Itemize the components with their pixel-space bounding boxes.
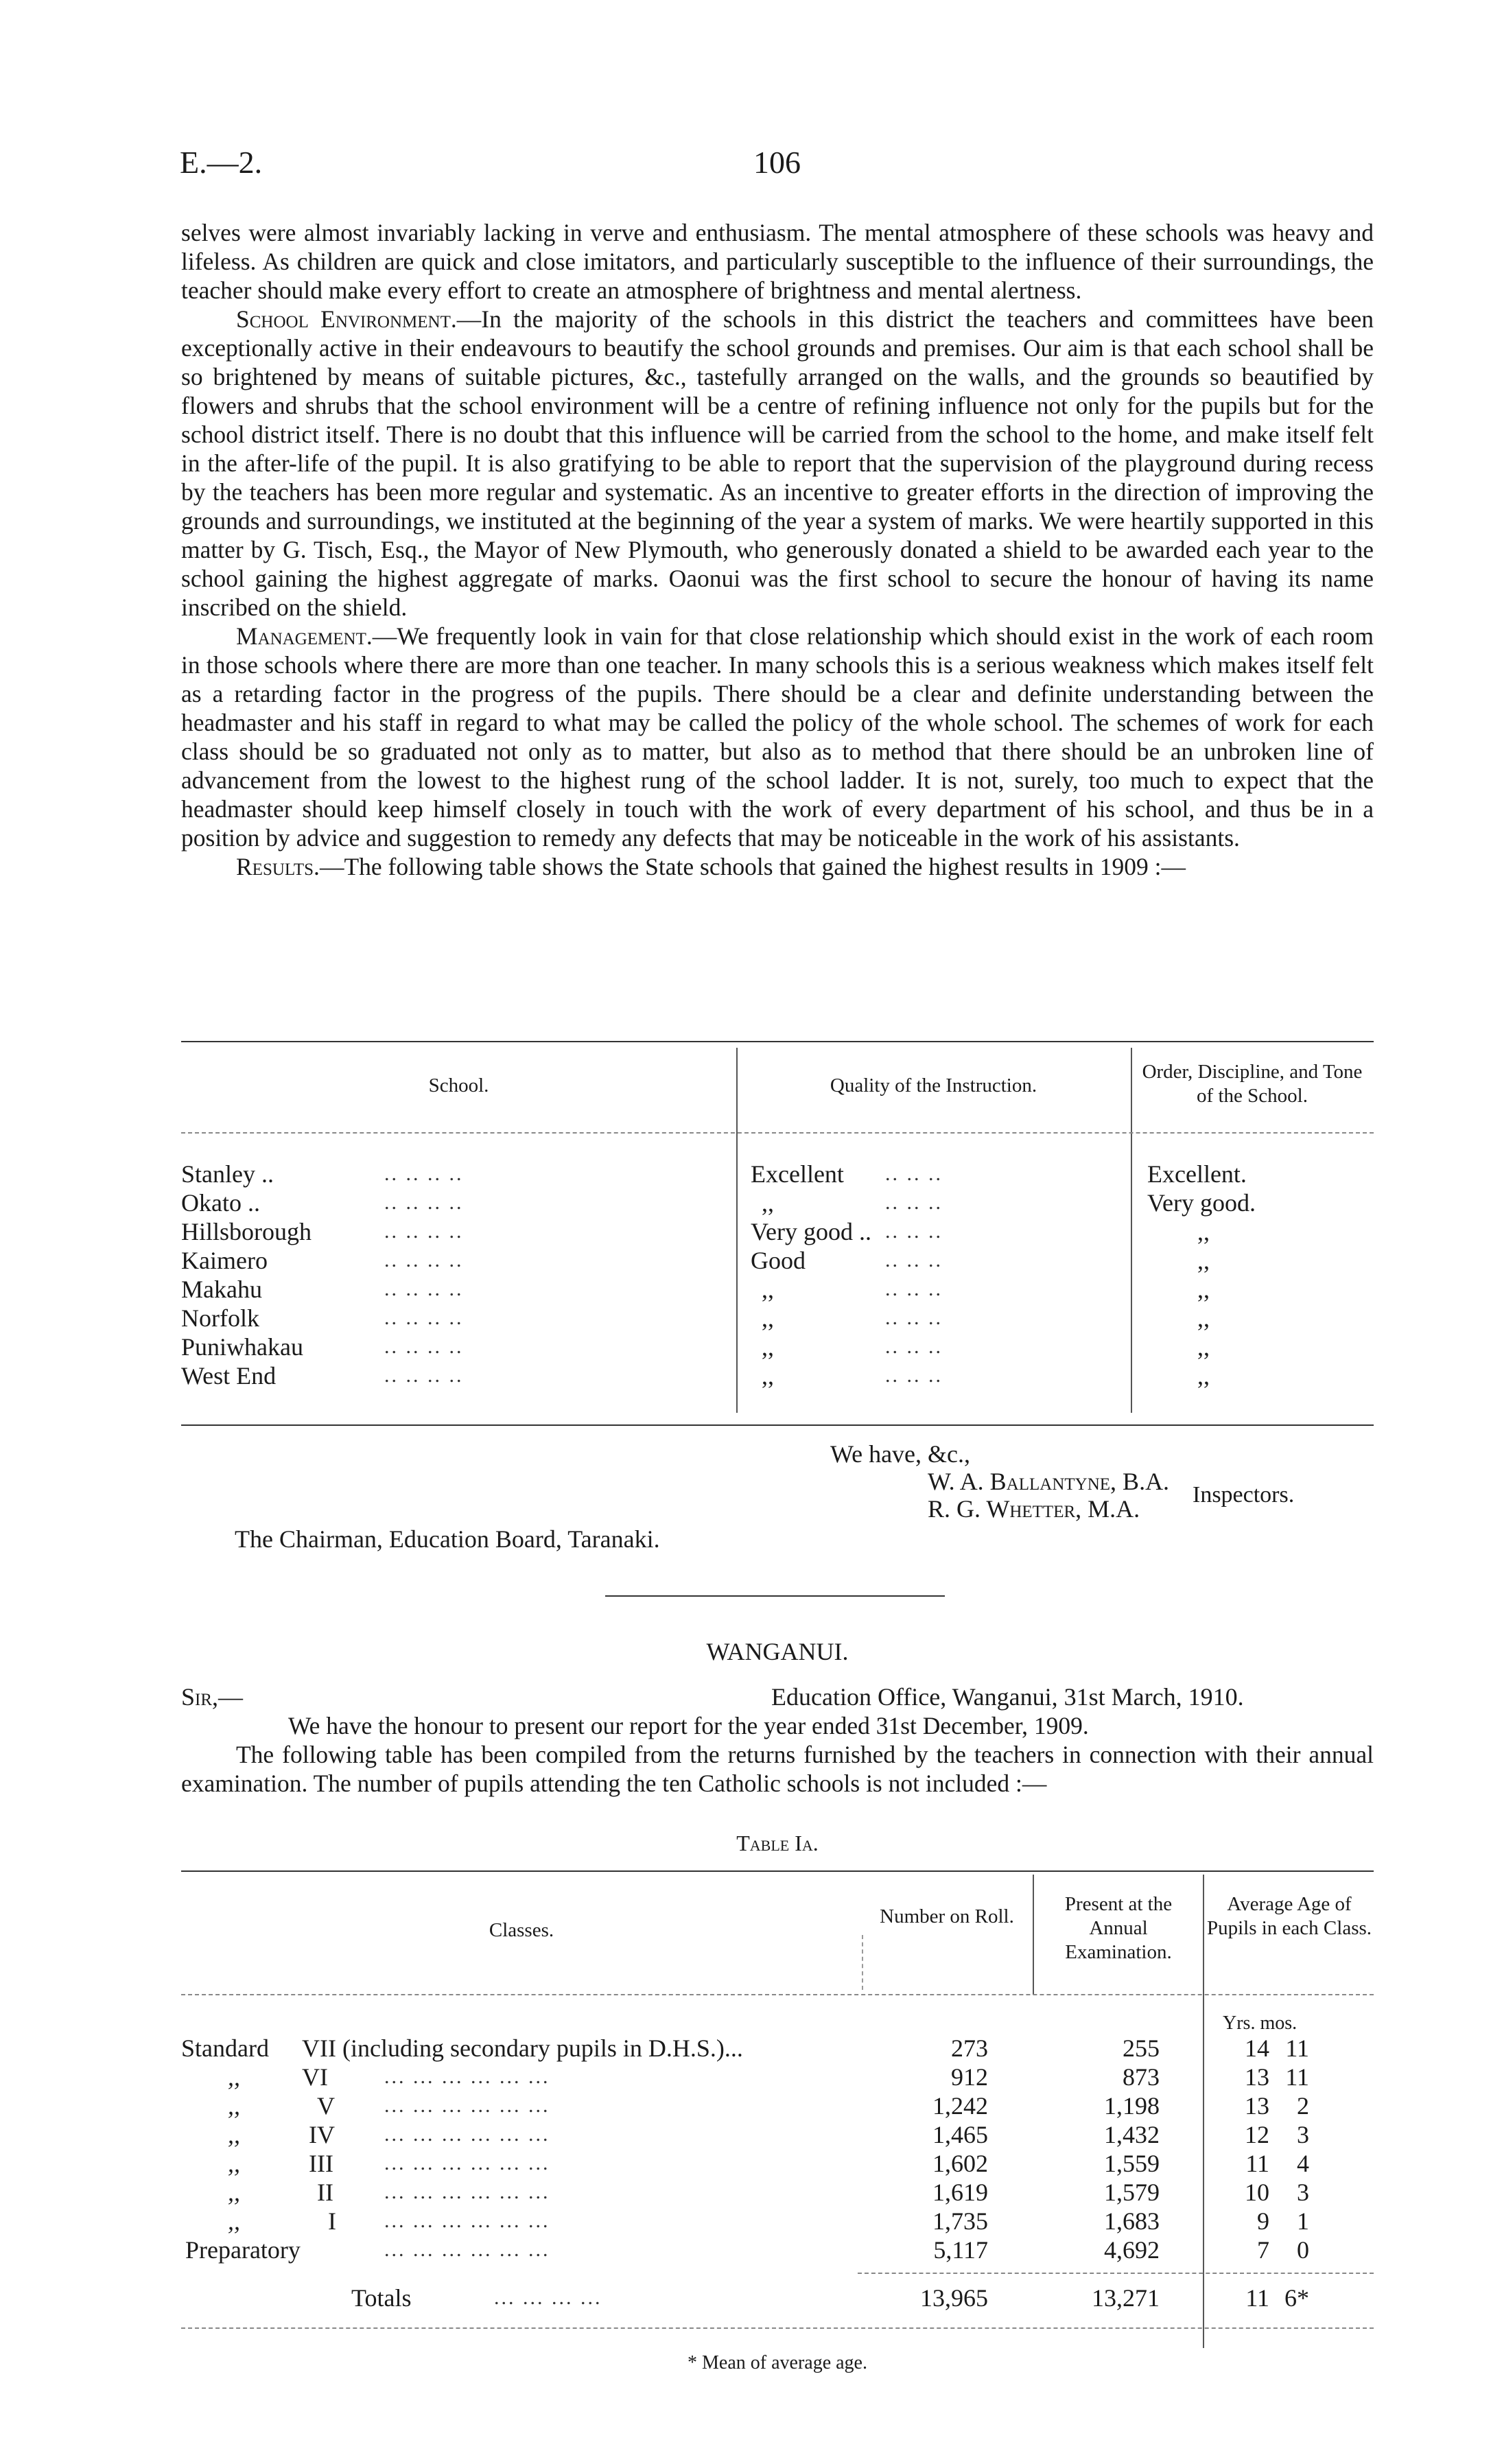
- class-label: VI: [302, 2063, 328, 2091]
- leader-dots: .. .. ..: [885, 1191, 943, 1214]
- class-label: III: [309, 2150, 333, 2177]
- totals-roll: 13,965: [920, 2284, 988, 2312]
- age-months: 1: [1297, 2207, 1309, 2235]
- school-name: Norfolk: [181, 1304, 259, 1332]
- totals-present: 13,271: [1092, 2284, 1160, 2312]
- leader-dots: .. .. .. ..: [384, 1364, 464, 1387]
- order-value: ,,: [1197, 1333, 1210, 1361]
- class-label: I: [328, 2207, 336, 2235]
- header-roll: Number on Roll.: [880, 1905, 1014, 1927]
- taranaki-report-body: [181, 218, 1374, 881]
- header-present: Present at the Annual Examination.: [1064, 1893, 1173, 1963]
- results-text: —The following table shows the State schools that gained the highest results in 1909 :—: [319, 853, 1186, 880]
- table-top-rule: [181, 1870, 1374, 1872]
- leader-dots: ... ... ... ... ... ...: [384, 2238, 550, 2261]
- present-value: 1,432: [1104, 2121, 1160, 2148]
- table-bottom-rule: [181, 1424, 1374, 1426]
- present-value: 1,683: [1104, 2207, 1160, 2235]
- leader-dots: .. .. .. ..: [384, 1278, 464, 1300]
- class-prefix: Standard: [181, 2034, 269, 2062]
- order-value: ,,: [1197, 1362, 1210, 1389]
- present-value: 255: [1123, 2034, 1160, 2062]
- results-heading: Results.: [236, 853, 320, 880]
- header-rule: [181, 1132, 1374, 1134]
- age-years: 12: [1245, 2121, 1269, 2148]
- intro-paragraph: We have the honour to present our report for the year ended 31st December, 1909.: [288, 1712, 1089, 1739]
- leader-dots: .. .. ..: [885, 1278, 943, 1300]
- order-value: ,,: [1197, 1218, 1210, 1245]
- roll-value: 912: [951, 2063, 988, 2091]
- age-years: 13: [1245, 2092, 1269, 2120]
- signatory-role: Inspectors.: [1193, 1482, 1295, 1507]
- leader-dots: ... ... ... ... ... ...: [384, 2065, 550, 2088]
- signatory-ballantyne: W. A. Ballantyne, B.A.: [928, 1468, 1170, 1495]
- column-divider: [1033, 1875, 1034, 1995]
- school-name: Okato ..: [181, 1189, 260, 1217]
- column-divider: [862, 1935, 863, 1990]
- order-value: ,,: [1197, 1247, 1210, 1274]
- leader-dots: .. .. ..: [885, 1306, 943, 1329]
- age-months: 4: [1297, 2150, 1309, 2177]
- wanganui-intro: [181, 1711, 1374, 1798]
- roll-value: 1,465: [932, 2121, 988, 2148]
- leader-dots: ... ... ... ... ... ...: [384, 2094, 550, 2117]
- age-years: 10: [1245, 2179, 1269, 2206]
- school-name: Makahu: [181, 1276, 262, 1303]
- quality-value: Excellent: [751, 1160, 844, 1188]
- class-prefix: ,,: [228, 2092, 240, 2120]
- order-value: ,,: [1197, 1304, 1210, 1332]
- quality-value: Good: [751, 1247, 806, 1274]
- document-reference: E.—2.: [180, 145, 263, 180]
- header-age: Average Age of Pupils in each Class.: [1206, 1893, 1372, 1939]
- age-years: 7: [1257, 2236, 1269, 2264]
- quality-value: ,,: [762, 1333, 774, 1361]
- column-divider: [736, 1048, 738, 1413]
- leader-dots: ... ... ... ... ... ...: [384, 2152, 550, 2174]
- school-name: Stanley ..: [181, 1160, 274, 1188]
- roll-value: 1,602: [932, 2150, 988, 2177]
- school-environment-text: —In the majority of the schools in this district the teachers and committees have been exceptionally active in their endeavours to beautify the school grounds and premises. Our aim is that each school shall be so brightened by means of suitable pictures, &c., tastefully arranged on the walls, and the grounds so beautified by flowers and shrubs that the school environment will be a centre of refining influence not only for the pupils but for the school district itself. There is no doubt that this influence will be carried from the school to the home, and make itself felt in the after-life of the pupil. It is also gratifying to be able to report that the supervision of the playground during recess by the teachers has been more regular and systematic. As an incentive to greater efforts in the direction of improving the grounds and surroundings, we instituted at the beginning of the year a system of marks. We were heartily supported in this matter by G. Tisch, Esq., the Mayor of New Plymouth, who generously donated a shield to be awarded each year to the school gaining the highest aggregate of marks. Oaonui was the first school to secure the honour of having its name inscribed on the shield.: [181, 305, 1374, 621]
- age-months: 11: [1285, 2034, 1309, 2062]
- roll-value: 1,735: [932, 2207, 988, 2235]
- class-label: II: [317, 2179, 333, 2206]
- age-months: 2: [1297, 2092, 1309, 2120]
- leader-dots: ... ... ... ... ... ...: [384, 2123, 550, 2146]
- management-text: —We frequently look in vain for that close relationship which should exist in the work of each room in those schools where there are more than one teacher. In many schools this is a serious weakness which makes itself felt as a retarding factor in the progress of the pupils. There should be a clear and definite understanding between the headmaster and his staff in regard to what may be called the policy of the whole school. The schemes of work for each class should be so graduated not only as to matter, but also as to method that there should be an unbroken line of advancement from the lowest to the highest rung of the school ladder. It is not, surely, too much to expect that the headmaster should keep himself closely in touch with the work of every department of his school, and thus be in a position by advice and suggestion to remedy any defects that may be noticeable in the work of his assistants.: [181, 622, 1374, 852]
- header-order: Order, Discipline, and Tone of the School.: [1142, 1061, 1363, 1107]
- totals-label: Totals: [351, 2284, 412, 2312]
- age-months: 0: [1297, 2236, 1309, 2264]
- class-label: VII (including secondary pupils in D.H.S.)...: [302, 2034, 743, 2062]
- roll-value: 1,619: [932, 2179, 988, 2206]
- school-name: Hillsborough: [181, 1218, 312, 1245]
- table-bottom-rule: [181, 2327, 1374, 2329]
- salutation: Sir,—: [181, 1683, 244, 1711]
- order-value: Excellent.: [1147, 1160, 1247, 1188]
- present-value: 4,692: [1104, 2236, 1160, 2264]
- class-label: IV: [309, 2121, 335, 2148]
- school-environment-paragraph: [181, 305, 1374, 622]
- school-name: Puniwhakau: [181, 1333, 303, 1361]
- roll-value: 1,242: [932, 2092, 988, 2120]
- age-years: 11: [1245, 2150, 1269, 2177]
- class-label: V: [317, 2092, 335, 2120]
- quality-value: ,,: [762, 1276, 774, 1303]
- intro-paragraph: The following table has been compiled from the returns furnished by the teachers in connection with their annual examination. The number of pupils attending the ten Catholic schools is not included :—: [181, 1741, 1374, 1797]
- leader-dots: ... ... ... ... ... ...: [384, 2181, 550, 2203]
- present-value: 1,579: [1104, 2179, 1160, 2206]
- age-years: 9: [1257, 2207, 1269, 2235]
- totals-rule: [858, 2273, 1374, 2274]
- table-title: Table Ia.: [736, 1831, 819, 1855]
- leader-dots: .. .. ..: [885, 1220, 943, 1243]
- class-prefix: ,,: [228, 2063, 240, 2091]
- leader-dots: .. .. .. ..: [384, 1306, 464, 1329]
- leader-dots: .. .. .. ..: [384, 1335, 464, 1358]
- column-divider: [1131, 1048, 1132, 1413]
- class-prefix: ,,: [228, 2121, 240, 2148]
- age-months: 3: [1297, 2179, 1309, 2206]
- school-name: West End: [181, 1362, 277, 1389]
- results-paragraph: [181, 852, 1374, 881]
- signatory-whetter: R. G. Whetter, M.A.: [928, 1495, 1140, 1523]
- column-divider: [1203, 1875, 1204, 2348]
- school-environment-heading: School Environment.: [236, 305, 457, 333]
- totals-age-months: 6*: [1284, 2284, 1309, 2312]
- table-top-rule: [181, 1041, 1374, 1042]
- quality-value: ,,: [762, 1189, 774, 1217]
- age-units: Yrs. mos.: [1223, 2013, 1298, 2034]
- leader-dots: ... ... ... ...: [494, 2286, 602, 2309]
- footnote: * Mean of average age.: [688, 2352, 867, 2373]
- age-months: 3: [1297, 2121, 1309, 2148]
- closing-line: We have, &c.,: [830, 1440, 971, 1468]
- opening-paragraph: selves were almost invariably lacking in verve and enthusiasm. The mental atmosphere of these schools was heavy and lifeless. As children are quick and close imitators, and particularly susceptible to the influence of their surroundings, the teacher should make every effort to create an atmosphere of brightness and mental alertness.: [181, 219, 1374, 304]
- school-name: Kaimero: [181, 1247, 268, 1274]
- management-paragraph: [181, 622, 1374, 852]
- dateline: Education Office, Wanganui, 31st March, 1910.: [771, 1683, 1244, 1711]
- class-prefix: ,,: [228, 2179, 240, 2206]
- class-label: Preparatory: [185, 2236, 301, 2264]
- quality-value: ,,: [762, 1304, 774, 1332]
- management-heading: Management.: [236, 622, 373, 650]
- age-years: 13: [1245, 2063, 1269, 2091]
- quality-value: ,,: [762, 1362, 774, 1389]
- class-prefix: ,,: [228, 2207, 240, 2235]
- leader-dots: .. .. .. ..: [384, 1191, 464, 1214]
- quality-value: Very good ..: [751, 1218, 871, 1245]
- page-number: 106: [753, 145, 801, 180]
- leader-dots: ... ... ... ... ... ...: [384, 2209, 550, 2232]
- leader-dots: .. .. .. ..: [384, 1249, 464, 1271]
- roll-value: 5,117: [933, 2236, 988, 2264]
- roll-value: 273: [951, 2034, 988, 2062]
- age-months: 11: [1285, 2063, 1309, 2091]
- leader-dots: .. .. .. ..: [384, 1162, 464, 1185]
- present-value: 1,559: [1104, 2150, 1160, 2177]
- header-quality: Quality of the Instruction.: [830, 1075, 1037, 1096]
- header-school: School.: [428, 1075, 489, 1096]
- section-divider: [605, 1595, 945, 1597]
- header-classes: Classes.: [489, 1919, 554, 1941]
- addressee: The Chairman, Education Board, Taranaki.: [235, 1525, 660, 1553]
- class-prefix: ,,: [228, 2150, 240, 2177]
- totals-age-years: 11: [1245, 2284, 1269, 2312]
- order-value: Very good.: [1147, 1189, 1256, 1217]
- leader-dots: .. .. .. ..: [384, 1220, 464, 1243]
- leader-dots: .. .. ..: [885, 1162, 943, 1185]
- present-value: 1,198: [1104, 2092, 1160, 2120]
- section-title: WANGANUI.: [706, 1638, 849, 1665]
- header-rule: [181, 1994, 1374, 1995]
- leader-dots: .. .. ..: [885, 1364, 943, 1387]
- age-years: 14: [1245, 2034, 1269, 2062]
- leader-dots: .. .. ..: [885, 1335, 943, 1358]
- order-value: ,,: [1197, 1276, 1210, 1303]
- leader-dots: .. .. ..: [885, 1249, 943, 1271]
- present-value: 873: [1123, 2063, 1160, 2091]
